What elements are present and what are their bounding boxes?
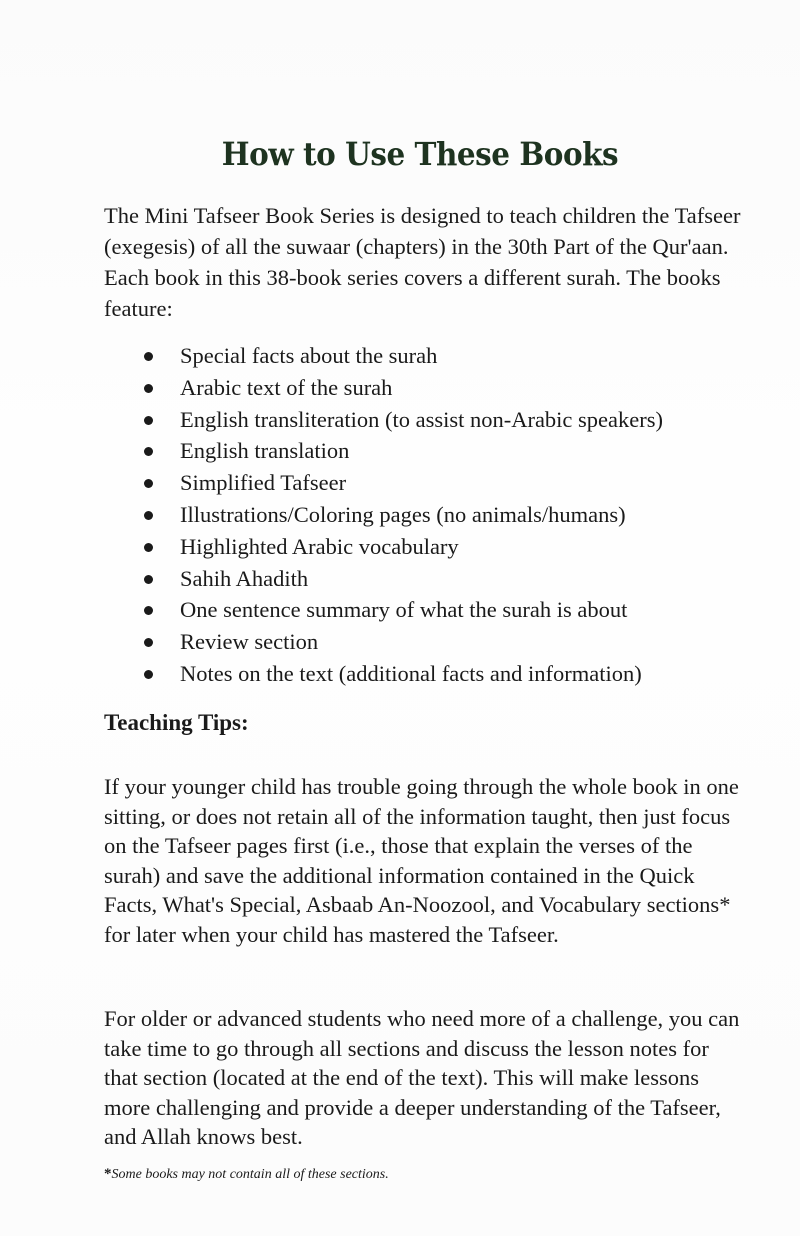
bullet-icon bbox=[144, 384, 153, 393]
feature-label: English transliteration (to assist non-Arabic speakers) bbox=[180, 406, 664, 432]
bullet-icon bbox=[144, 352, 153, 361]
list-item bbox=[104, 435, 744, 467]
bullet-icon bbox=[144, 575, 153, 584]
list-item bbox=[104, 563, 744, 595]
list-item bbox=[104, 626, 744, 658]
footnote-text: Some books may not contain all of these sections. bbox=[111, 1167, 389, 1182]
feature-label: Highlighted Arabic vocabulary bbox=[180, 533, 459, 559]
bullet-icon bbox=[144, 638, 153, 647]
feature-label: Review section bbox=[180, 629, 319, 655]
list-item bbox=[104, 467, 744, 499]
bullet-icon bbox=[144, 670, 153, 679]
list-item bbox=[104, 658, 744, 690]
bullet-icon bbox=[144, 511, 153, 520]
list-item bbox=[104, 340, 744, 372]
older-students-paragraph: For older or advanced students who need more of a challenge, you can take time to go through all sections and discuss the lesson notes for that section (located at the end of the text). This will make lessons more challenging and provide a deeper understanding of the Tafseer, and Allah knows best. bbox=[104, 1006, 740, 1149]
page-title: How to Use These Books bbox=[221, 135, 619, 174]
intro-paragraph: The Mini Tafseer Book Series is designed to teach children the Tafseer (exegesis) of all the suwaar (chapters) in the 30th Part of the Qur'aan. Each book in this 38-book series covers a different surah. The books feature: bbox=[104, 203, 741, 321]
list-item bbox=[104, 594, 744, 626]
teaching-tips-heading: Teaching Tips: bbox=[104, 710, 249, 735]
feature-label: Special facts about the surah bbox=[180, 343, 438, 368]
feature-label: Illustrations/Coloring pages (no animals/humans) bbox=[180, 501, 626, 527]
feature-label: One sentence summary of what the surah is about bbox=[180, 597, 628, 623]
feature-label: Notes on the text (additional facts and information) bbox=[180, 660, 642, 686]
list-item bbox=[104, 372, 744, 404]
feature-label: Sahih Ahadith bbox=[180, 565, 309, 591]
bullet-icon bbox=[144, 479, 153, 488]
features-list bbox=[104, 340, 744, 690]
list-item bbox=[104, 499, 744, 531]
bullet-icon bbox=[144, 543, 153, 552]
list-item bbox=[104, 404, 744, 436]
bullet-icon bbox=[144, 606, 153, 615]
younger-child-paragraph: If your younger child has trouble going through the whole book in one sitting, or does not retain all of the information taught, then just focus on the Tafseer pages first (i.e., those that explain the verses of the surah) and save the additional information contained in the Quick Facts, What's Special, Asbaab An-Noozool, and Vocabulary sections* for later when your child has mastered the Tafseer. bbox=[104, 774, 739, 947]
footnote-marker: * bbox=[104, 1166, 112, 1182]
bullet-icon bbox=[144, 416, 153, 425]
bullet-icon bbox=[144, 447, 153, 456]
feature-label: Arabic text of the surah bbox=[180, 374, 393, 400]
list-item bbox=[104, 531, 744, 563]
feature-label: Simplified Tafseer bbox=[180, 470, 347, 496]
feature-label: English translation bbox=[180, 438, 350, 464]
footnote bbox=[104, 1166, 389, 1183]
